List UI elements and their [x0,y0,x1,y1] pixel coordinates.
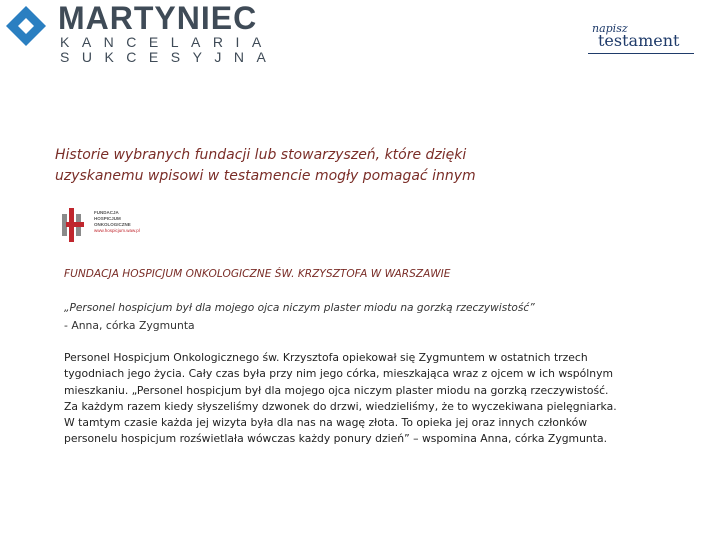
brand-name: MARTYNIEC [58,0,258,36]
story-line: personelu hospicjum rozświetlała wówczas każdy ponury dzień” – wspomina Anna, córka Zygmunta. [64,432,608,446]
partner-logo-script: napisz [592,22,628,35]
martyniec-logo-icon [4,4,48,62]
foundation-logo-line2: HOSPICJUM [94,216,121,221]
section-heading: Historie wybranych fundacji lub stowarzyszeń, które dzięki uzyskanemu wpisowi w testamencie mogły pomagać innym [55,147,476,184]
story-body [64,350,704,448]
story-line: Za każdym razem kiedy słyszeliśmy dzwonek do drzwi, wiedzieliśmy, że to wyczekiwana pielęgniarka. [64,399,617,413]
testimonial-author: - Anna, córka Zygmunta [64,319,195,332]
foundation-logo-web: www.hospicjum.waw.pl [94,228,140,233]
partner-logo-rule [588,53,694,54]
story-line: W tamtym czasie każda jej wizyta była dla nas na wagę złota. To opieka jej oraz innych członków [64,416,588,430]
foundation-title: FUNDACJA HOSPICJUM ONKOLOGICZNE ŚW. KRZYSZTOFA W WARSZAWIE [64,268,451,280]
brand-tagline-line1: KANCELARIA [60,34,274,50]
foundation-logo-text [94,210,154,234]
foundation-logo-line3: ONKOLOGICZNE [94,222,131,227]
story-line: Personel Hospicjum Onkologicznego św. Krzysztofa opiekował się Zygmuntem w ostatnich trzech [64,351,588,364]
hospice-logo-icon [62,208,88,242]
brand-tagline-line2: SUKCESYJNA [60,49,279,65]
testimonial-quote: „Personel hospicjum był dla mojego ojca niczym plaster miodu na gorzką rzeczywistość” [64,302,535,314]
story-line: mieszkaniu. „Personel hospicjum był dla mojego ojca niczym plaster miodu na gorzką rzeczywistość. [64,383,609,397]
story-line: tygodniach jego życia. Cały czas była przy nim jego córka, mieszkająca wraz z ojcem w ich wspólnym [64,367,614,381]
foundation-logo-line1: FUNDACJA [94,210,119,215]
partner-logo-word: testament [598,31,680,50]
